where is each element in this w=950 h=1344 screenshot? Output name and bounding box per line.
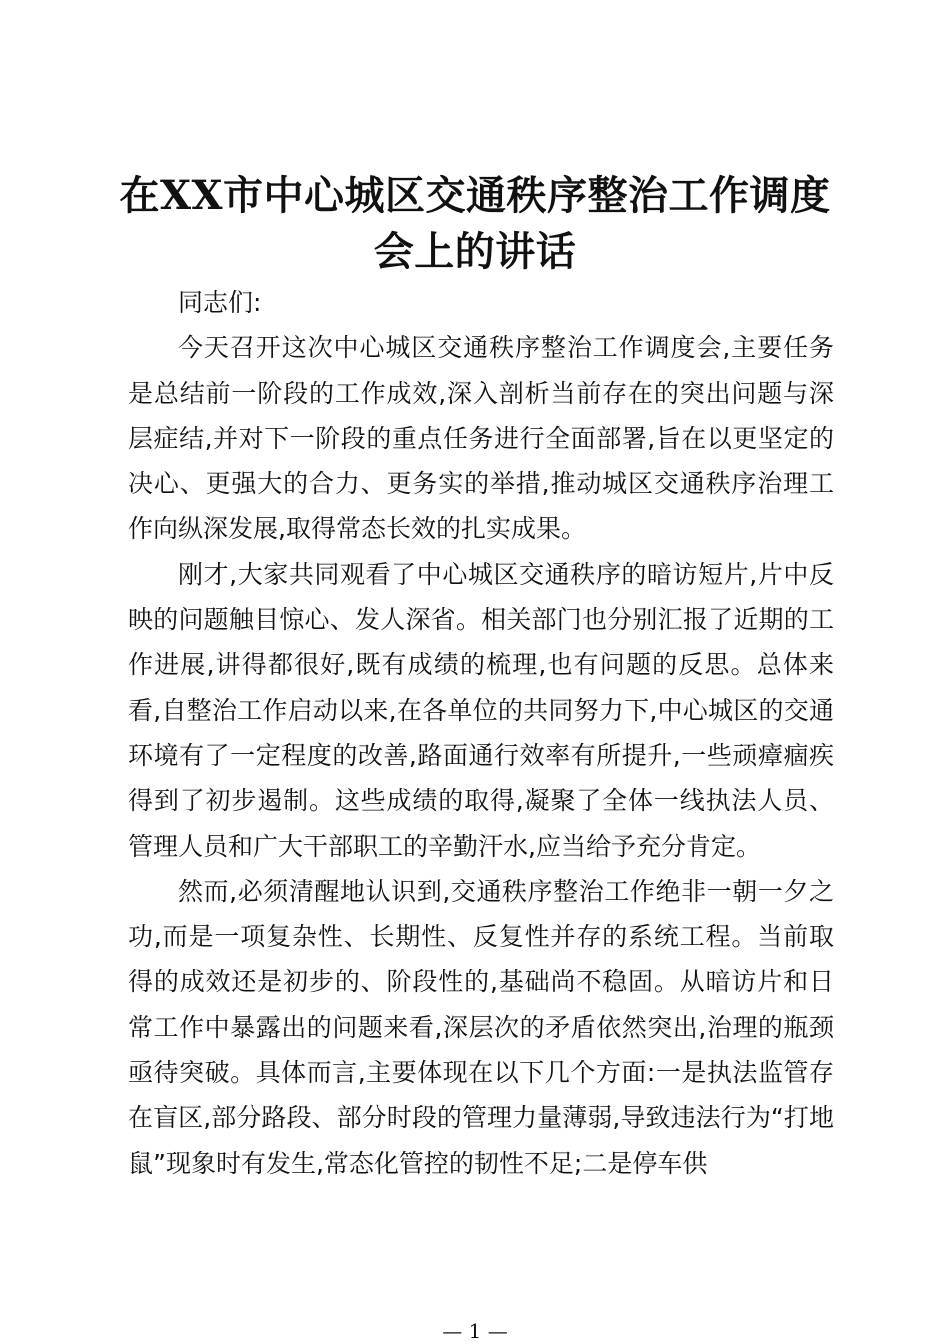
page-number: — 1 — [442,1319,508,1343]
document-title: 在XX市中心城区交通秩序整治工作调度会上的讲话 [119,172,831,275]
paragraph-1: 今天召开这次中心城区交通秩序整治工作调度会,主要任务是总结前一阶段的工作成效,深入剖析当前存在的突出问题与深层症结,并对下一阶段的重点任务进行全面部署,旨在以更坚定的决心、更强大的合力、更务实的举措,推动城区交通秩序治理工作向纵深发展,取得常态长效的扎实成果。 [128,333,834,544]
salutation: 同志们: [178,288,262,317]
paragraph-2: 刚才,大家共同观看了中心城区交通秩序的暗访短片,片中反映的问题触目惊心、发人深省。相关部门也分别汇报了近期的工作进展,讲得都很好,既有成绩的梳理,也有问题的反思。总体来看,自整治工作启动以来,在各单位的共同努力下,中心城区的交通环境有了一定程度的改善,路面通行效率有所提升,一些顽瘴痼疾得到了初步遏制。这些成绩的取得,凝聚了全体一线执法人员、管理人员和广大干部职工的辛勤汗水,应当给予充分肯定。 [128,559,834,861]
paragraph-3: 然而,必须清醒地认识到,交通秩序整治工作绝非一朝一夕之功,而是一项复杂性、长期性、反复性并存的系统工程。当前取得的成效还是初步的、阶段性的,基础尚不稳固。从暗访片和日常工作中暴露出的问题来看,深层次的矛盾依然突出,治理的瓶颈亟待突破。具体而言,主要体现在以下几个方面:一是执法监管存在盲区,部分路段、部分时段的管理力量薄弱,导致违法行为“打地鼠”现象时有发生,常态化管控的韧性不足;二是停车供 [128,876,834,1178]
document-body [128,280,834,1186]
